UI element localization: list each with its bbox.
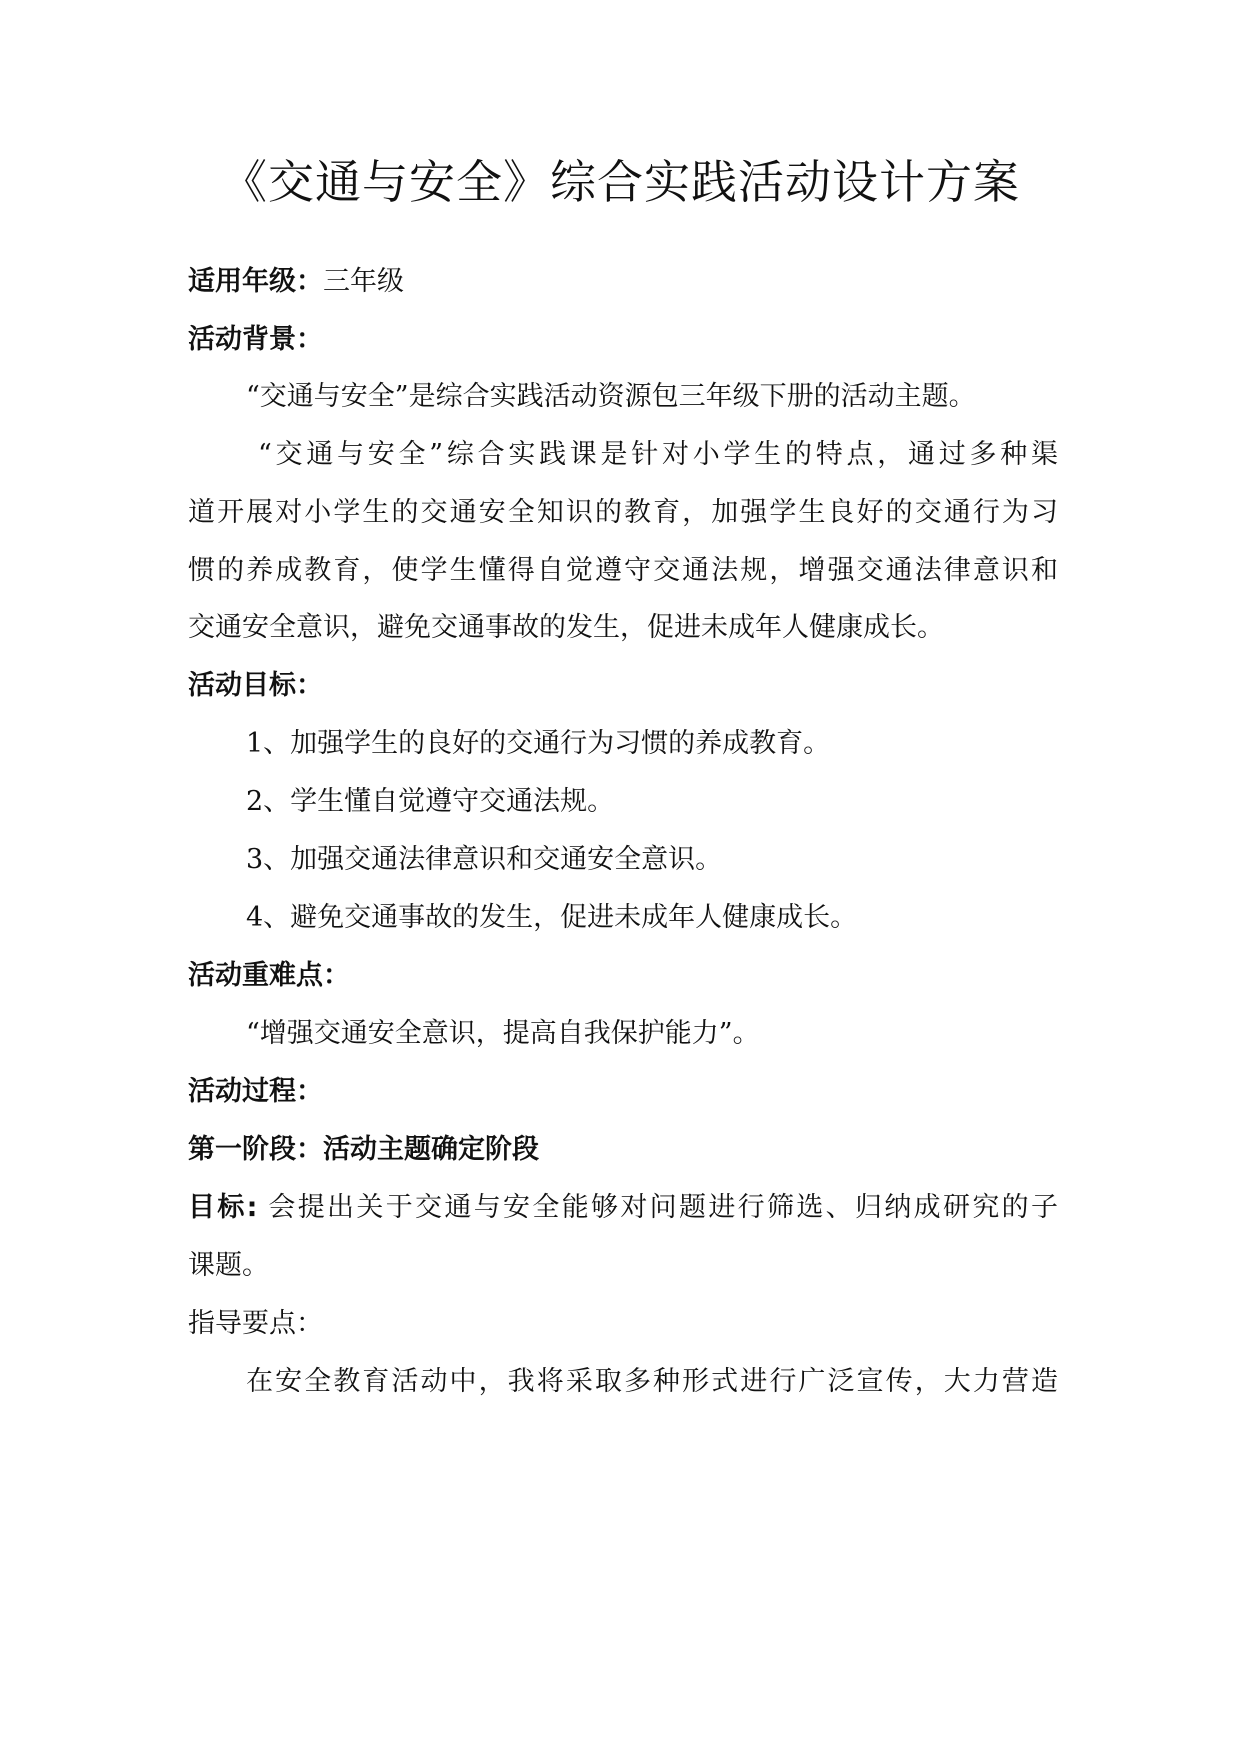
grade-label: 适用年级： bbox=[188, 266, 323, 297]
key-points-text: “增强交通安全意识，提高自我保护能力”。 bbox=[246, 1018, 760, 1049]
background-paragraph-2-line-3: 惯的养成教育，使学生懂得自觉遵守交通法规，增强交通法律意识和 bbox=[188, 555, 1058, 586]
grade-line bbox=[188, 262, 1058, 302]
guide-text: 在安全教育活动中，我将采取多种形式进行广泛宣传，大力营造 bbox=[246, 1366, 1058, 1397]
target-line-1 bbox=[188, 1188, 1058, 1228]
background-paragraph-2-line-2: 道开展对小学生的交通安全知识的教育，加强学生良好的交通行为习 bbox=[188, 497, 1058, 528]
background-heading: 活动背景： bbox=[188, 324, 323, 355]
goals-heading: 活动目标： bbox=[188, 670, 323, 701]
guide-heading: 指导要点： bbox=[188, 1308, 323, 1339]
target-label: 目标: bbox=[188, 1192, 258, 1223]
goal-item: 4、避免交通事故的发生，促进未成年人健康成长。 bbox=[246, 902, 858, 933]
background-paragraph-2-line-4: 交通安全意识，避免交通事故的发生，促进未成年人健康成长。 bbox=[188, 612, 944, 643]
document-title: 《交通与安全》综合实践活动设计方案 bbox=[221, 155, 1020, 209]
goal-item: 2、学生懂自觉遵守交通法规。 bbox=[246, 786, 615, 817]
key-points-heading: 活动重难点： bbox=[188, 960, 350, 991]
stage-1-heading: 第一阶段：活动主题确定阶段 bbox=[188, 1134, 539, 1165]
grade-value: 三年级 bbox=[323, 266, 404, 297]
target-text: 会提出关于交通与安全能够对问题进行筛选、归纳成研究的子 bbox=[257, 1192, 1058, 1223]
background-paragraph-1: “交通与安全”是综合实践活动资源包三年级下册的活动主题。 bbox=[246, 381, 976, 412]
goal-item: 1、加强学生的良好的交通行为习惯的养成教育。 bbox=[246, 728, 831, 759]
goal-item: 3、加强交通法律意识和交通安全意识。 bbox=[246, 844, 723, 875]
background-paragraph-2-line-1: “交通与安全”综合实践课是针对小学生的特点，通过多种渠 bbox=[258, 439, 1058, 470]
process-heading: 活动过程： bbox=[188, 1076, 323, 1107]
target-line-2: 课题。 bbox=[188, 1250, 269, 1281]
